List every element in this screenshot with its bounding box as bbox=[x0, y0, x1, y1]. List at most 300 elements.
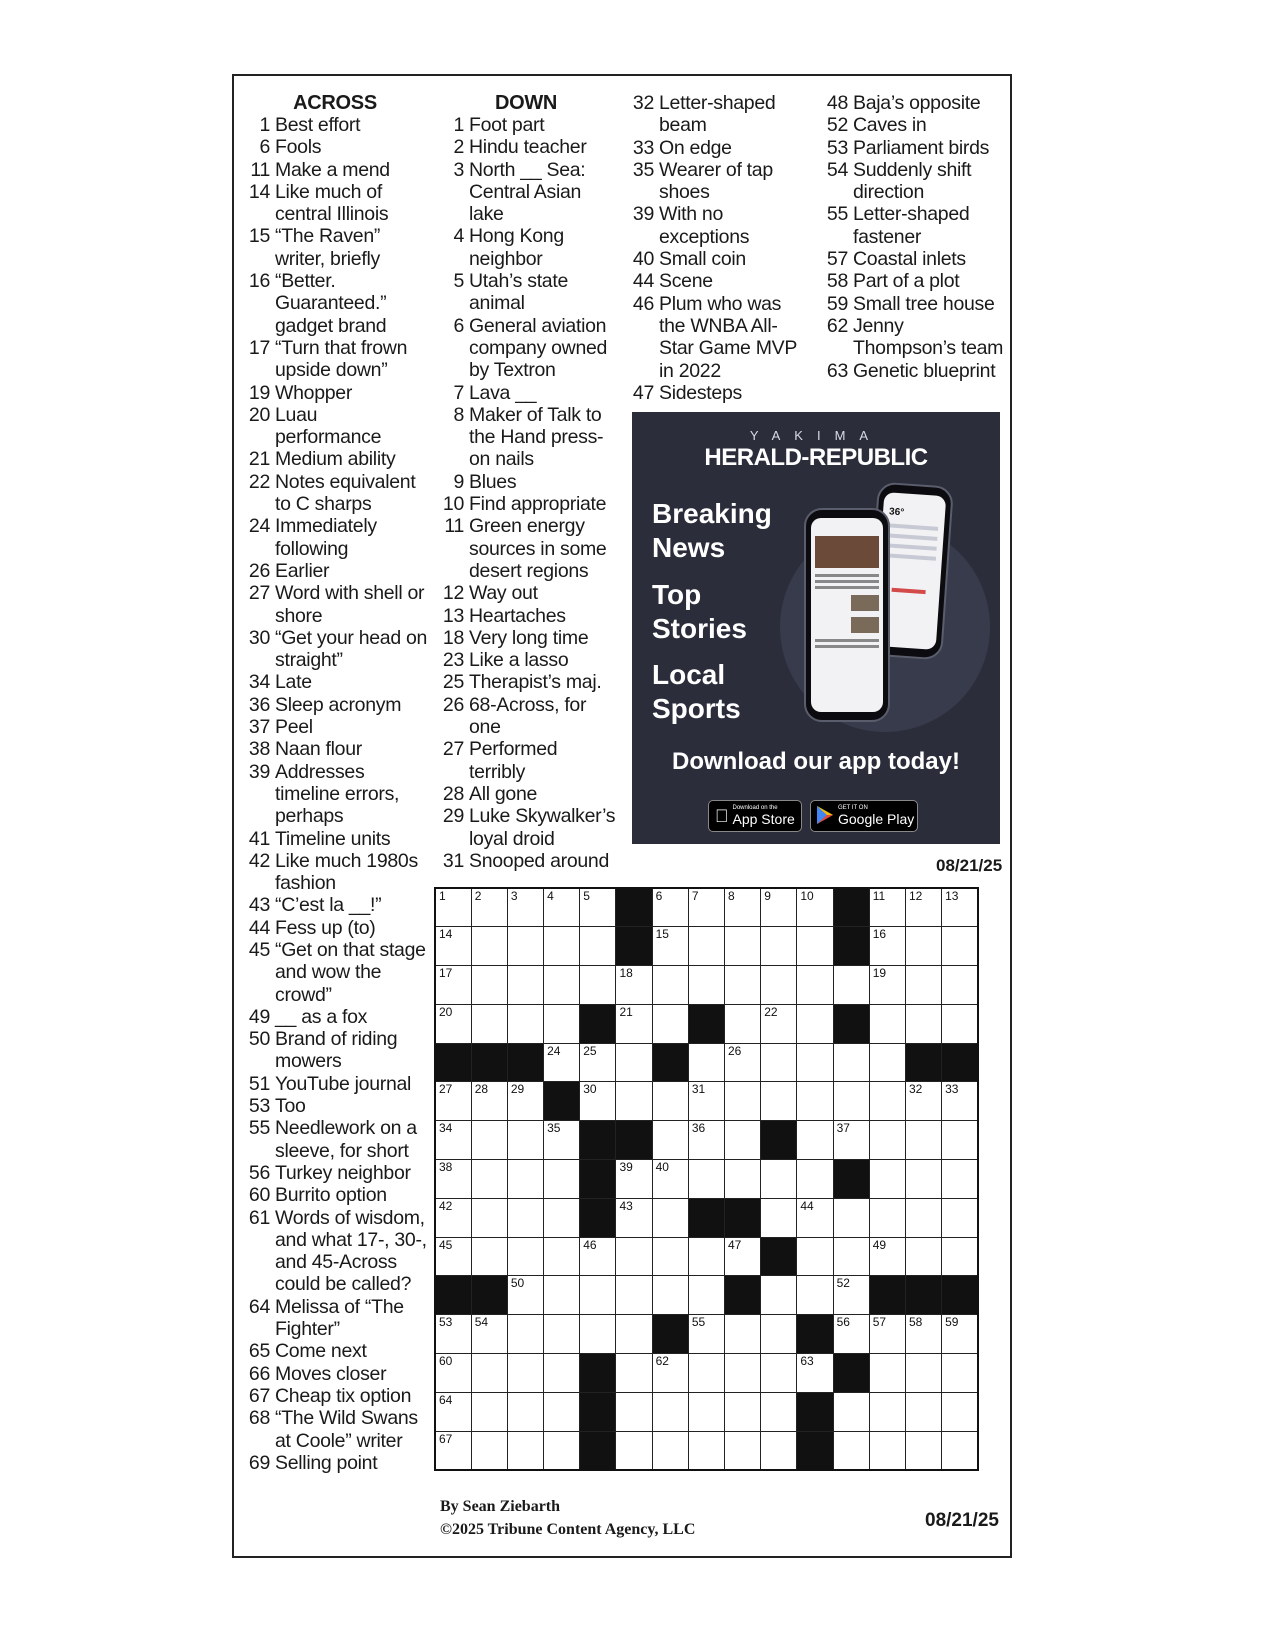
grid-cell[interactable] bbox=[905, 1315, 941, 1354]
date-bottom: 08/21/25 bbox=[925, 1510, 999, 1531]
grid-cell[interactable] bbox=[544, 888, 580, 927]
grid-cell[interactable] bbox=[761, 1431, 797, 1470]
grid-cell[interactable] bbox=[761, 1082, 797, 1121]
clue-text: Whopper bbox=[275, 381, 353, 404]
clue-text: Come next bbox=[275, 1340, 367, 1363]
grid-row bbox=[435, 1121, 978, 1160]
clue-number: 59 bbox=[826, 292, 848, 315]
cell-number: 7 bbox=[691, 889, 699, 903]
black-square bbox=[797, 1431, 833, 1470]
clue-number: 48 bbox=[826, 92, 848, 114]
grid-cell[interactable] bbox=[544, 1276, 580, 1315]
grid-cell[interactable] bbox=[435, 966, 471, 1005]
grid-cell[interactable] bbox=[833, 966, 869, 1005]
clue-number: 52 bbox=[826, 114, 848, 137]
grid-cell[interactable] bbox=[725, 1315, 761, 1354]
grid-cell[interactable] bbox=[435, 1121, 471, 1160]
grid-cell[interactable] bbox=[471, 888, 507, 927]
clue-number: 34 bbox=[248, 671, 270, 694]
grid-cell[interactable] bbox=[725, 1121, 761, 1160]
clue-text: Part of a plot bbox=[853, 270, 960, 293]
black-square bbox=[833, 1160, 869, 1199]
clue-item bbox=[436, 738, 616, 783]
cell-number: 56 bbox=[836, 1315, 850, 1330]
grid-cell[interactable] bbox=[507, 966, 543, 1005]
grid-cell[interactable] bbox=[869, 1082, 905, 1121]
clue-number: 56 bbox=[248, 1161, 270, 1184]
grid-cell[interactable] bbox=[942, 1237, 978, 1276]
google-play-small: GET IT ON bbox=[838, 805, 868, 811]
grid-cell[interactable] bbox=[905, 888, 941, 927]
clue-number: 19 bbox=[248, 381, 270, 404]
grid-cell[interactable] bbox=[905, 1431, 941, 1470]
clue-item bbox=[436, 114, 616, 136]
grid-cell[interactable] bbox=[507, 1121, 543, 1160]
grid-cell[interactable] bbox=[471, 1198, 507, 1237]
clue-text: Selling point bbox=[275, 1451, 378, 1474]
cell-number: 1 bbox=[439, 889, 446, 903]
grid-cell[interactable] bbox=[616, 1082, 652, 1121]
grid-cell[interactable] bbox=[905, 1160, 941, 1199]
clue-text: Turkey neighbor bbox=[275, 1161, 411, 1184]
grid-cell[interactable] bbox=[616, 1354, 652, 1393]
grid-cell[interactable] bbox=[652, 888, 688, 927]
grid-cell[interactable] bbox=[869, 966, 905, 1005]
grid-cell[interactable] bbox=[833, 1315, 869, 1354]
grid-cell[interactable] bbox=[507, 1354, 543, 1393]
grid-cell[interactable] bbox=[761, 888, 797, 927]
grid-cell[interactable] bbox=[616, 966, 652, 1005]
grid-cell[interactable] bbox=[833, 1198, 869, 1237]
clue-number: 25 bbox=[442, 671, 464, 694]
grid-cell[interactable] bbox=[580, 1043, 616, 1082]
grid-cell[interactable] bbox=[580, 1276, 616, 1315]
grid-cell[interactable] bbox=[725, 927, 761, 966]
grid-cell[interactable] bbox=[652, 1082, 688, 1121]
grid-cell[interactable] bbox=[616, 1160, 652, 1199]
black-square bbox=[905, 1276, 941, 1315]
grid-cell[interactable] bbox=[471, 1004, 507, 1043]
clue-text: Maker of Talk to the Hand press-on nails bbox=[469, 403, 604, 471]
clue-number: 11 bbox=[444, 515, 464, 538]
grid-cell[interactable] bbox=[942, 1160, 978, 1199]
grid-cell[interactable] bbox=[507, 1082, 543, 1121]
clue-text: Coastal inlets bbox=[853, 248, 966, 271]
grid-cell[interactable] bbox=[435, 1082, 471, 1121]
grid-cell[interactable] bbox=[797, 1198, 833, 1237]
grid-cell[interactable] bbox=[869, 1004, 905, 1043]
grid-cell[interactable] bbox=[942, 1354, 978, 1393]
grid-cell[interactable] bbox=[725, 888, 761, 927]
grid-cell[interactable] bbox=[869, 1198, 905, 1237]
grid-cell[interactable] bbox=[616, 1392, 652, 1431]
grid-cell[interactable] bbox=[942, 1315, 978, 1354]
grid-cell[interactable] bbox=[471, 927, 507, 966]
grid-cell[interactable] bbox=[869, 1043, 905, 1082]
grid-cell[interactable] bbox=[761, 1004, 797, 1043]
grid-cell[interactable] bbox=[725, 1043, 761, 1082]
clue-number: 44 bbox=[632, 270, 654, 293]
grid-cell[interactable] bbox=[471, 1431, 507, 1470]
clue-text: Snooped around bbox=[469, 849, 610, 872]
clue-number: 58 bbox=[826, 270, 848, 293]
google-play-button[interactable] bbox=[810, 800, 918, 832]
clue-item bbox=[242, 337, 428, 382]
cell-number: 12 bbox=[908, 889, 923, 903]
grid-cell[interactable] bbox=[580, 888, 616, 927]
grid-cell[interactable] bbox=[507, 1004, 543, 1043]
ad-line-sports: Sports bbox=[652, 693, 741, 724]
clue-number: 57 bbox=[826, 248, 848, 271]
grid-cell[interactable] bbox=[688, 1354, 724, 1393]
black-square bbox=[435, 1276, 471, 1315]
cell-number: 31 bbox=[691, 1082, 706, 1097]
grid-cell[interactable] bbox=[942, 966, 978, 1005]
grid-cell[interactable] bbox=[544, 1043, 580, 1082]
clue-number: 26 bbox=[248, 559, 270, 582]
grid-cell[interactable] bbox=[833, 1392, 869, 1431]
grid-cell[interactable] bbox=[471, 1121, 507, 1160]
clue-item bbox=[436, 159, 616, 226]
grid-cell[interactable] bbox=[942, 1198, 978, 1237]
app-store-button[interactable] bbox=[708, 800, 802, 832]
grid-cell[interactable] bbox=[616, 1276, 652, 1315]
grid-cell[interactable] bbox=[725, 966, 761, 1005]
app-advertisement[interactable] bbox=[632, 412, 1000, 844]
black-square bbox=[580, 1431, 616, 1470]
clue-text: “Get on that stage and wow the crowd” bbox=[275, 938, 426, 1006]
cell-number: 43 bbox=[619, 1198, 633, 1213]
grid-cell[interactable] bbox=[652, 1160, 688, 1199]
clue-item bbox=[436, 493, 616, 515]
grid-cell[interactable] bbox=[905, 1121, 941, 1160]
grid-cell[interactable] bbox=[435, 1315, 471, 1354]
grid-cell[interactable] bbox=[869, 1237, 905, 1276]
clue-text: Make a mend bbox=[275, 158, 390, 181]
grid-row bbox=[435, 1043, 978, 1082]
grid-row bbox=[435, 1198, 978, 1237]
clue-number: 61 bbox=[248, 1206, 270, 1229]
grid-cell[interactable] bbox=[905, 1237, 941, 1276]
grid-cell[interactable] bbox=[688, 1276, 724, 1315]
grid-cell[interactable] bbox=[435, 1160, 471, 1199]
grid-cell[interactable] bbox=[761, 1354, 797, 1393]
black-square bbox=[833, 1354, 869, 1393]
grid-cell[interactable] bbox=[580, 966, 616, 1005]
grid-cell[interactable] bbox=[942, 1121, 978, 1160]
grid-row bbox=[435, 966, 978, 1005]
grid-cell[interactable] bbox=[833, 1043, 869, 1082]
grid-cell[interactable] bbox=[688, 1315, 724, 1354]
grid-cell[interactable] bbox=[435, 1392, 471, 1431]
clue-item bbox=[242, 582, 428, 627]
grid-cell[interactable] bbox=[507, 1276, 543, 1315]
cell-number: 4 bbox=[547, 889, 554, 903]
grid-cell[interactable] bbox=[761, 1043, 797, 1082]
clue-text: General aviation company owned by Textron bbox=[469, 314, 608, 382]
grid-cell[interactable] bbox=[942, 888, 978, 927]
grid-cell[interactable] bbox=[652, 1276, 688, 1315]
grid-cell[interactable] bbox=[797, 1004, 833, 1043]
grid-row bbox=[435, 1237, 978, 1276]
phone-front-screen bbox=[811, 518, 883, 712]
clue-number: 39 bbox=[248, 760, 270, 783]
clue-text: Letter-shaped beam bbox=[659, 92, 776, 137]
grid-cell[interactable] bbox=[833, 1082, 869, 1121]
clue-item bbox=[242, 1162, 428, 1184]
grid-cell[interactable] bbox=[797, 927, 833, 966]
grid-cell[interactable] bbox=[616, 1315, 652, 1354]
grid-cell[interactable] bbox=[544, 1198, 580, 1237]
grid-cell[interactable] bbox=[797, 888, 833, 927]
clue-item bbox=[242, 404, 428, 449]
grid-cell[interactable] bbox=[688, 1160, 724, 1199]
grid-cell[interactable] bbox=[869, 927, 905, 966]
grid-cell[interactable] bbox=[942, 1082, 978, 1121]
clue-item bbox=[242, 471, 428, 516]
grid-cell[interactable] bbox=[905, 1392, 941, 1431]
grid-cell[interactable] bbox=[688, 1121, 724, 1160]
grid-cell[interactable] bbox=[688, 1082, 724, 1121]
grid-cell[interactable] bbox=[652, 1004, 688, 1043]
grid-cell[interactable] bbox=[869, 1315, 905, 1354]
grid-cell[interactable] bbox=[688, 1431, 724, 1470]
clue-item bbox=[436, 582, 616, 604]
grid-cell[interactable] bbox=[435, 1431, 471, 1470]
cell-number: 11 bbox=[872, 889, 886, 903]
clue-number: 51 bbox=[248, 1072, 270, 1095]
grid-cell[interactable] bbox=[507, 888, 543, 927]
grid-cell[interactable] bbox=[833, 1276, 869, 1315]
grid-cell[interactable] bbox=[544, 1004, 580, 1043]
grid-cell[interactable] bbox=[797, 1043, 833, 1082]
clue-text: Letter-shaped fastener bbox=[853, 203, 970, 248]
grid-row bbox=[435, 888, 978, 927]
cell-number: 6 bbox=[655, 889, 663, 903]
clue-item bbox=[626, 92, 806, 137]
grid-cell[interactable] bbox=[725, 1004, 761, 1043]
grid-cell[interactable] bbox=[616, 1004, 652, 1043]
clue-text: Like much 1980s fashion bbox=[275, 849, 418, 895]
clue-number: 14 bbox=[248, 180, 270, 203]
grid-cell[interactable] bbox=[507, 1392, 543, 1431]
grid-cell[interactable] bbox=[471, 1354, 507, 1393]
clue-item bbox=[242, 939, 428, 1006]
ad-line-top: Top bbox=[652, 579, 702, 610]
grid-cell[interactable] bbox=[580, 1082, 616, 1121]
clue-item bbox=[436, 805, 616, 850]
crossword-grid[interactable] bbox=[434, 887, 979, 1471]
grid-cell[interactable] bbox=[435, 927, 471, 966]
grid-cell[interactable] bbox=[544, 1354, 580, 1393]
grid-cell[interactable] bbox=[688, 1237, 724, 1276]
grid-cell[interactable] bbox=[616, 1431, 652, 1470]
clue-text: Fess up (to) bbox=[275, 916, 376, 939]
grid-cell[interactable] bbox=[905, 1004, 941, 1043]
clue-item bbox=[436, 515, 616, 582]
grid-cell[interactable] bbox=[435, 1198, 471, 1237]
clue-number: 27 bbox=[442, 738, 464, 761]
grid-cell[interactable] bbox=[797, 1082, 833, 1121]
clue-item bbox=[242, 114, 428, 136]
grid-cell[interactable] bbox=[544, 966, 580, 1005]
grid-cell[interactable] bbox=[435, 1354, 471, 1393]
grid-cell[interactable] bbox=[833, 1431, 869, 1470]
grid-cell[interactable] bbox=[435, 1237, 471, 1276]
grid-cell[interactable] bbox=[905, 1198, 941, 1237]
grid-cell[interactable] bbox=[580, 1237, 616, 1276]
grid-cell[interactable] bbox=[471, 1237, 507, 1276]
grid-cell[interactable] bbox=[869, 1354, 905, 1393]
clue-number: 9 bbox=[453, 470, 464, 493]
grid-cell[interactable] bbox=[507, 1198, 543, 1237]
grid-cell[interactable] bbox=[688, 1043, 724, 1082]
grid-cell[interactable] bbox=[507, 1315, 543, 1354]
grid-cell[interactable] bbox=[544, 1315, 580, 1354]
grid-cell[interactable] bbox=[725, 1082, 761, 1121]
down-clue-list bbox=[436, 114, 616, 872]
grid-cell[interactable] bbox=[688, 966, 724, 1005]
grid-cell[interactable] bbox=[652, 927, 688, 966]
clue-number: 20 bbox=[248, 403, 270, 426]
grid-cell[interactable] bbox=[544, 1121, 580, 1160]
grid-cell[interactable] bbox=[869, 888, 905, 927]
grid-cell[interactable] bbox=[471, 1160, 507, 1199]
grid-cell[interactable] bbox=[652, 966, 688, 1005]
black-square bbox=[652, 1315, 688, 1354]
clue-number: 24 bbox=[248, 515, 270, 538]
grid-cell[interactable] bbox=[905, 966, 941, 1005]
grid-cell[interactable] bbox=[869, 1160, 905, 1199]
grid-cell[interactable] bbox=[616, 1043, 652, 1082]
grid-cell[interactable] bbox=[652, 1121, 688, 1160]
grid-cell[interactable] bbox=[580, 927, 616, 966]
grid-cell[interactable] bbox=[435, 888, 471, 927]
grid-cell[interactable] bbox=[761, 1276, 797, 1315]
grid-cell[interactable] bbox=[544, 927, 580, 966]
clue-text: Sidesteps bbox=[659, 381, 742, 404]
grid-cell[interactable] bbox=[725, 1160, 761, 1199]
black-square bbox=[616, 888, 652, 927]
across-clue-list bbox=[242, 114, 428, 1474]
grid-cell[interactable] bbox=[761, 966, 797, 1005]
grid-cell[interactable] bbox=[652, 1354, 688, 1393]
grid-row bbox=[435, 1392, 978, 1431]
grid-cell[interactable] bbox=[652, 1431, 688, 1470]
grid-cell[interactable] bbox=[544, 1431, 580, 1470]
grid-cell[interactable] bbox=[725, 1354, 761, 1393]
grid-cell[interactable] bbox=[761, 927, 797, 966]
clue-number: 13 bbox=[442, 604, 464, 627]
grid-cell[interactable] bbox=[725, 1431, 761, 1470]
clue-item bbox=[242, 159, 428, 181]
grid-cell[interactable] bbox=[761, 1315, 797, 1354]
grid-cell[interactable] bbox=[761, 1160, 797, 1199]
clue-item bbox=[242, 181, 428, 226]
grid-cell[interactable] bbox=[797, 966, 833, 1005]
grid-cell[interactable] bbox=[942, 1392, 978, 1431]
grid-cell[interactable] bbox=[507, 1237, 543, 1276]
black-square bbox=[580, 1004, 616, 1043]
grid-cell[interactable] bbox=[833, 1237, 869, 1276]
grid-cell[interactable] bbox=[869, 1431, 905, 1470]
cell-number: 39 bbox=[619, 1160, 633, 1175]
clue-text: Green energy sources in some desert regions bbox=[469, 515, 607, 582]
app-store-label: App Store bbox=[719, 811, 782, 827]
black-square bbox=[544, 1082, 580, 1121]
cell-number: 22 bbox=[764, 1004, 778, 1019]
grid-cell[interactable] bbox=[507, 1431, 543, 1470]
clue-number: 12 bbox=[442, 582, 464, 605]
black-square bbox=[688, 1004, 724, 1043]
grid-cell[interactable] bbox=[544, 1392, 580, 1431]
grid-cell[interactable] bbox=[942, 1004, 978, 1043]
apple-icon bbox=[715, 806, 729, 827]
grid-cell[interactable] bbox=[652, 1198, 688, 1237]
cell-number: 8 bbox=[728, 889, 735, 903]
grid-cell[interactable] bbox=[797, 1276, 833, 1315]
grid-cell[interactable] bbox=[471, 1082, 507, 1121]
grid-cell[interactable] bbox=[761, 1392, 797, 1431]
grid-cell[interactable] bbox=[688, 888, 724, 927]
grid-cell[interactable] bbox=[869, 1121, 905, 1160]
grid-cell[interactable] bbox=[652, 1237, 688, 1276]
download-cta: Download our app today! bbox=[672, 748, 960, 775]
clue-item bbox=[242, 560, 428, 582]
grid-cell[interactable] bbox=[942, 927, 978, 966]
grid-cell[interactable] bbox=[905, 1082, 941, 1121]
grid-cell[interactable] bbox=[942, 1431, 978, 1470]
grid-cell[interactable] bbox=[544, 1237, 580, 1276]
clue-item bbox=[242, 1363, 428, 1385]
grid-cell[interactable] bbox=[761, 1198, 797, 1237]
grid-cell[interactable] bbox=[905, 1354, 941, 1393]
grid-cell[interactable] bbox=[688, 1392, 724, 1431]
grid-cell[interactable] bbox=[580, 1315, 616, 1354]
grid-cell[interactable] bbox=[471, 966, 507, 1005]
grid-cell[interactable] bbox=[833, 1121, 869, 1160]
grid-cell[interactable] bbox=[905, 927, 941, 966]
grid-cell[interactable] bbox=[507, 1160, 543, 1199]
grid-cell[interactable] bbox=[797, 1237, 833, 1276]
grid-cell[interactable] bbox=[471, 1392, 507, 1431]
grid-cell[interactable] bbox=[544, 1160, 580, 1199]
grid-cell[interactable] bbox=[688, 927, 724, 966]
clue-text: Caves in bbox=[853, 114, 927, 137]
grid-cell[interactable] bbox=[652, 1392, 688, 1431]
grid-cell[interactable] bbox=[725, 1392, 761, 1431]
grid-cell[interactable] bbox=[435, 1004, 471, 1043]
ad-line-breaking: Breaking bbox=[652, 498, 772, 529]
grid-cell[interactable] bbox=[725, 1237, 761, 1276]
grid-row bbox=[435, 1004, 978, 1043]
grid-cell[interactable] bbox=[616, 1198, 652, 1237]
clue-number: 36 bbox=[248, 693, 270, 716]
clue-number: 63 bbox=[826, 359, 848, 382]
grid-cell[interactable] bbox=[471, 1315, 507, 1354]
grid-cell[interactable] bbox=[869, 1392, 905, 1431]
grid-cell[interactable] bbox=[797, 1160, 833, 1199]
across-clues bbox=[242, 92, 428, 1474]
cell-number: 13 bbox=[945, 889, 959, 903]
cell-number: 67 bbox=[439, 1431, 453, 1446]
grid-cell[interactable] bbox=[616, 1237, 652, 1276]
grid-cell[interactable] bbox=[797, 1354, 833, 1393]
grid-cell[interactable] bbox=[797, 1121, 833, 1160]
clue-number: 26 bbox=[442, 693, 464, 716]
grid-cell[interactable] bbox=[507, 927, 543, 966]
down-clue-list-2 bbox=[626, 92, 806, 404]
